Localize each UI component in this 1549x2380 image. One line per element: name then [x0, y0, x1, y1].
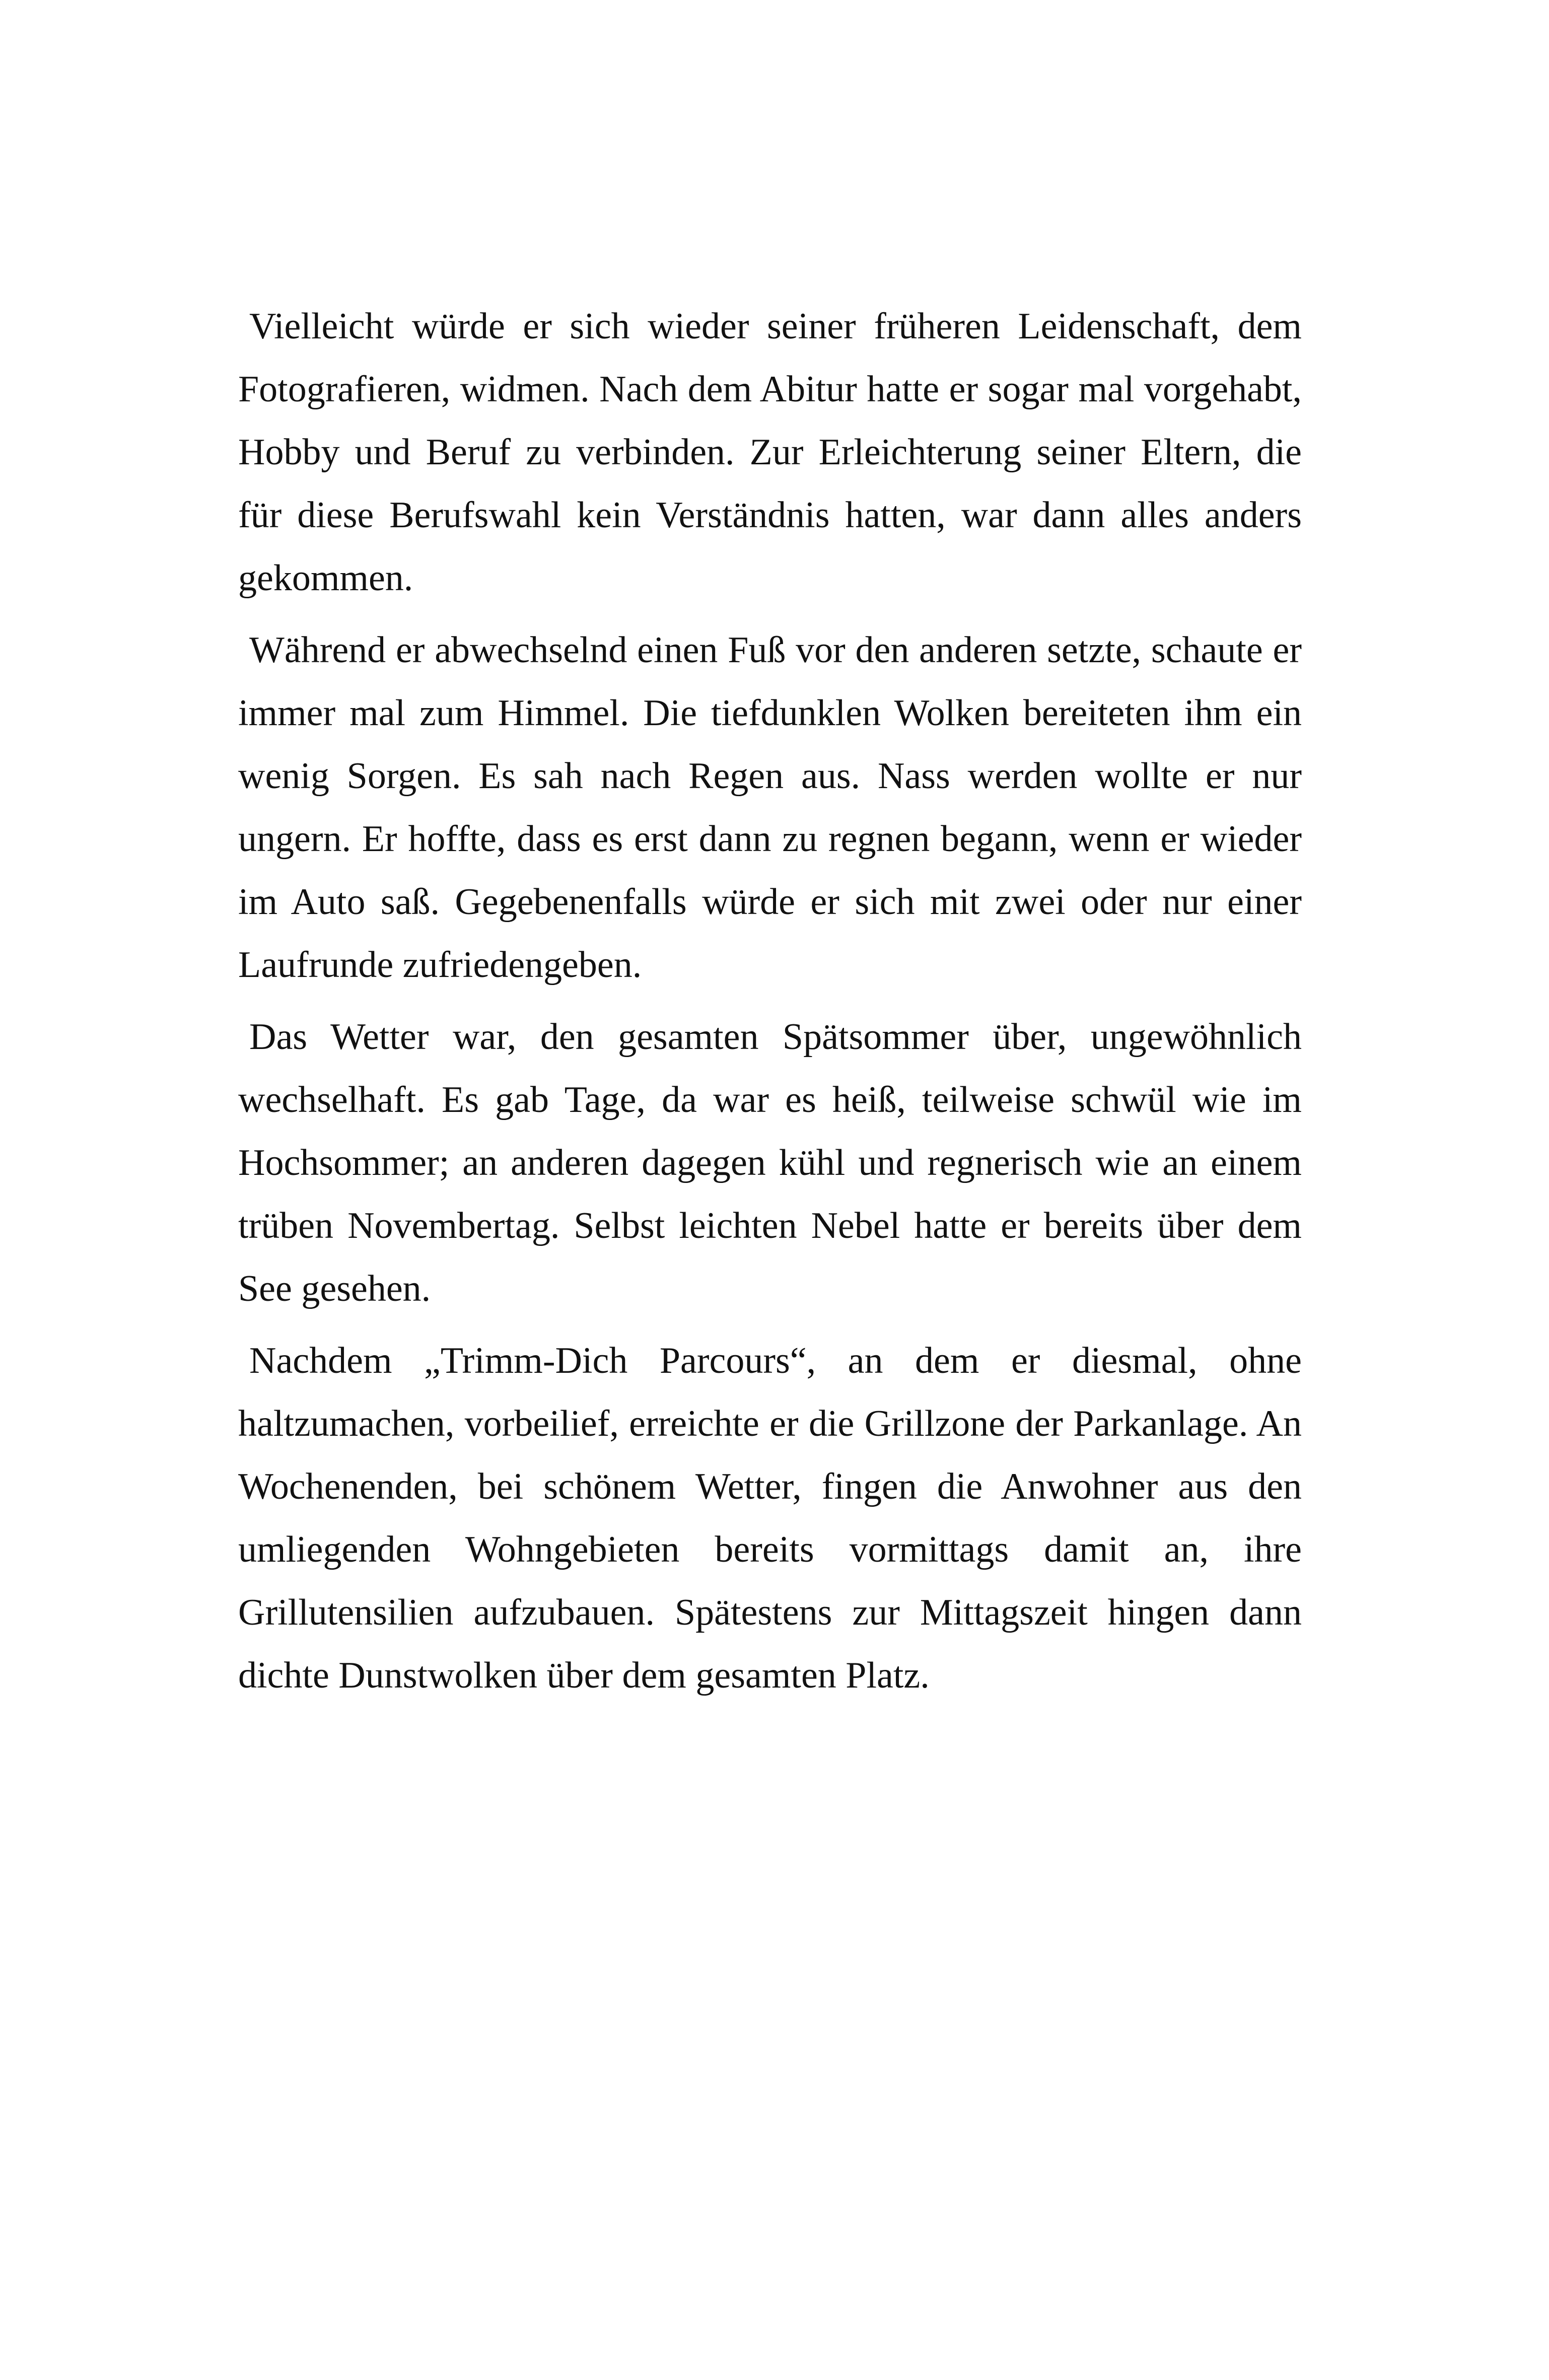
paragraph-4: Nachdem „Trimm-Dich Parcours“, an dem er diesmal, ohne haltzumachen, vorbeilief, erreichte er die Grillzone der Parkanlage. An Wochenenden, bei schönem Wetter, fingen die Anwohner aus den umliegenden Wohngebieten bereits vormittags damit an, ihre Grillutensilien aufzubauen. Spätestens zur Mittagszeit hingen dann dichte Dunstwolken über dem gesamten Platz. [238, 1340, 1302, 1696]
paragraph-1: Vielleicht würde er sich wieder seiner früheren Leidenschaft, dem Fotografieren, widmen. Nach dem Abitur hatte er sogar mal vorgehabt, Hobby und Beruf zu verbinden. Zur Erleichterung seiner Eltern, die für diese Berufswahl kein Verständnis hatten, war dann alles anders gekommen. [238, 306, 1302, 599]
paragraph-3: Das Wetter war, den gesamten Spätsommer über, ungewöhnlich wechselhaft. Es gab Tage, da war es heiß, teilweise schwül wie im Hochsommer; an anderen dagegen kühl und regnerisch wie an einem trüben Novembertag. Selbst leichten Nebel hatte er bereits über dem See gesehen. [238, 1016, 1302, 1309]
body-text [238, 295, 1302, 1716]
paragraph-2: Während er abwechselnd einen Fuß vor den anderen setzte, schaute er immer mal zum Himmel. Die tiefdunklen Wolken bereiteten ihm ein wenig Sorgen. Es sah nach Regen aus. Nass werden wollte er nur ungern. Er hoffte, dass es erst dann zu regnen begann, wenn er wieder im Auto saß. Gegebenenfalls würde er sich mit zwei oder nur einer Laufrunde zufriedengeben. [238, 629, 1302, 986]
